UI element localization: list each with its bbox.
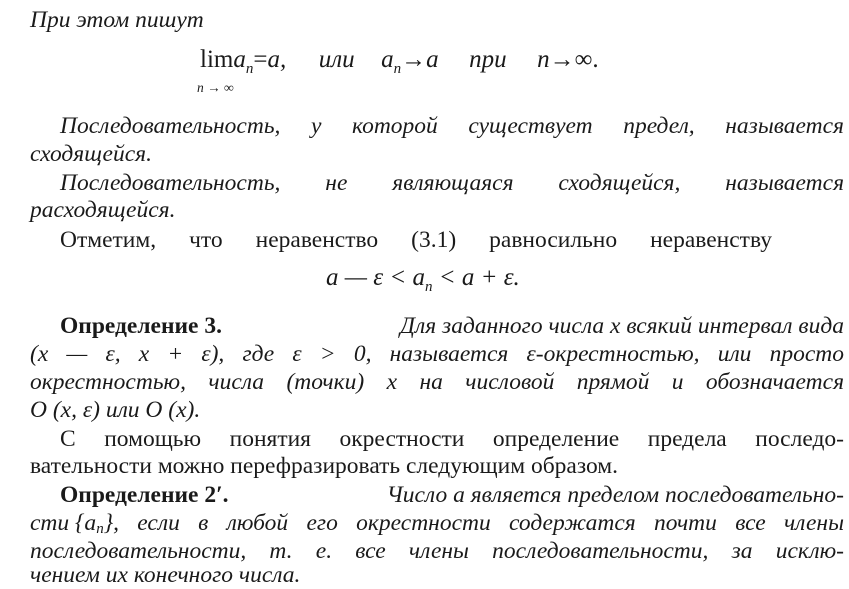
def2-l2-rest: }, если в любой его окрестности содержатся почти все члены <box>103 510 844 536</box>
p3-line: Отметим, что неравенство (3.1) равносильно неравенству <box>60 227 772 253</box>
def2-text1: Число a является пределом последовательно- <box>386 482 844 508</box>
n-var: n <box>537 46 550 73</box>
seq-a2: a <box>381 46 394 73</box>
seq-sub-n: n <box>245 61 254 77</box>
limit-a2: a <box>426 46 439 73</box>
p2-line1: Последовательность, не являющаяся сходящейся, называется <box>60 170 844 196</box>
p4-line1: С помощью понятия окрестности определение предела последо- <box>60 426 844 452</box>
def3-label: Определение 3. <box>60 313 222 339</box>
def3-line4: O (x, ε) или O (x). <box>30 397 201 423</box>
def2-l2-sub: n <box>96 521 104 537</box>
p1-line2: сходящейся. <box>30 141 152 167</box>
ineq-a: a <box>412 264 425 291</box>
def2-line4: чением их конечного числа. <box>30 562 301 588</box>
arrow-sign2: → <box>549 46 575 73</box>
p4-line2: вательности можно перефразировать следующим образом. <box>30 453 619 479</box>
limit-subscript: n → ∞ <box>197 80 234 95</box>
intro-line: При этом пишут <box>30 7 204 33</box>
infinity: ∞. <box>574 46 599 73</box>
or-word: или <box>318 46 355 73</box>
def2-label: Определение 2′. <box>60 482 229 508</box>
seq-a: a <box>233 46 246 73</box>
def3-line1 <box>60 312 844 340</box>
ineq-left: a — ε < <box>326 264 407 291</box>
def3-line2: (x — ε, x + ε), где ε > 0, называется ε-окрестностью, или просто <box>30 341 844 367</box>
def2-line1 <box>60 481 844 509</box>
def3-line3: окрестностью, числа (точки) x на числовой прямой и обозначается <box>30 369 844 395</box>
limit-formula <box>200 46 599 77</box>
inequality-formula <box>326 264 520 295</box>
def2-line2 <box>30 509 844 537</box>
ineq-sub-n: n <box>424 279 433 295</box>
def2-line3: последовательности, т. е. все члены последовательности, за исклю- <box>30 538 844 564</box>
seq-sub-n2: n <box>393 61 402 77</box>
p1-line1: Последовательность, у которой существует предел, называется <box>60 113 844 139</box>
limit-a: a, <box>267 46 287 73</box>
arrow-sign: → <box>401 46 427 73</box>
def3-text1: Для заданного числа x всякий интервал вида <box>400 313 844 339</box>
lim-word: lim <box>200 46 234 73</box>
p2-line2: расходящейся. <box>30 197 176 223</box>
def2-l2-start: сти {a <box>30 510 97 536</box>
when-word: при <box>469 46 507 73</box>
ineq-right: < a + ε. <box>438 264 520 291</box>
eq-sign: = <box>253 46 268 73</box>
